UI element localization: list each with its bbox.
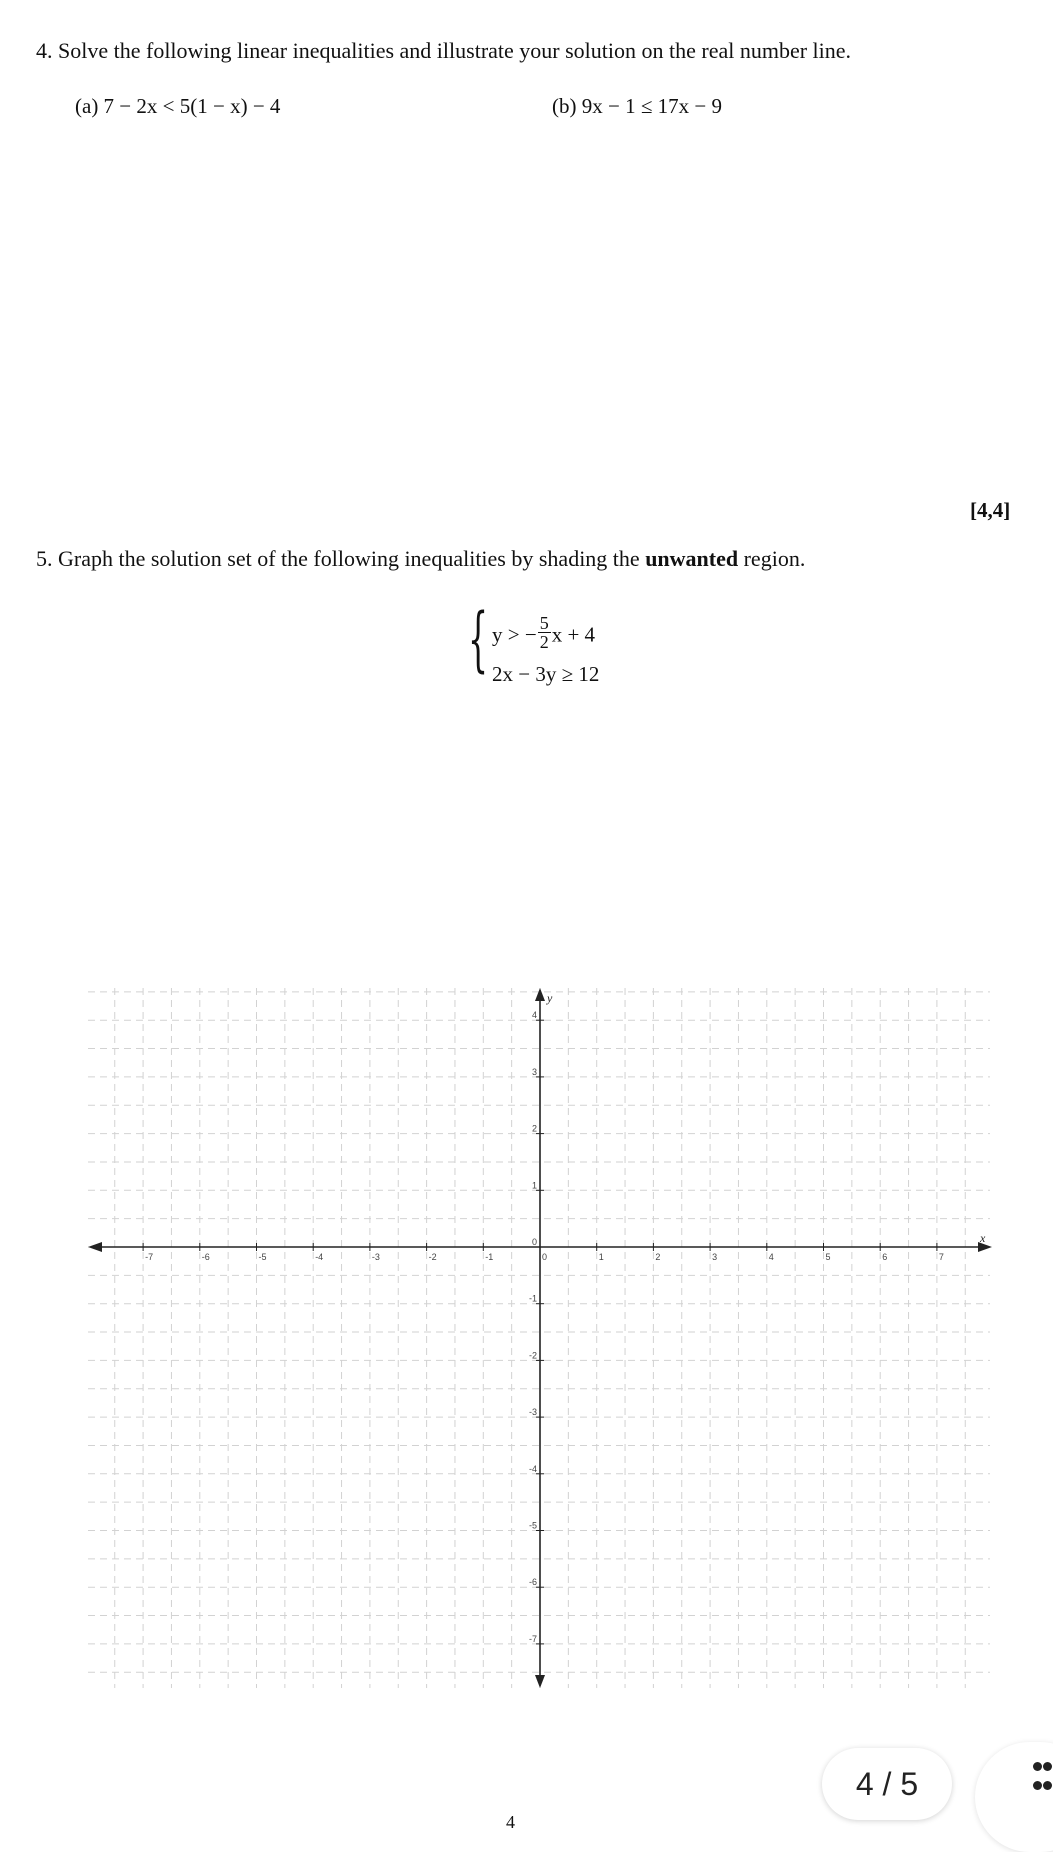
x-tick-label: 3 [712,1252,718,1262]
page-footer-number: 4 [506,1812,515,1832]
x-tick-label: -2 [428,1252,437,1262]
x-tick-label: 6 [882,1252,888,1262]
y-tick-label: -2 [528,1350,537,1361]
y-tick-label: -1 [528,1293,537,1304]
fraction-denominator: 2 [539,632,549,652]
y-tick-label: 1 [531,1180,537,1191]
inequality-1-left: y > − [492,622,537,647]
coordinate-grid [0,970,1053,1740]
question-4b-inequality: (b) 9x − 1 ≤ 17x − 9 [552,94,722,118]
x-tick-label: -4 [315,1252,324,1262]
x-tick-label: 4 [768,1252,774,1262]
y-tick-label: -5 [528,1520,537,1531]
x-tick-label: -3 [371,1252,380,1262]
x-axis-left-arrow-icon [88,1242,102,1252]
system-brace: { [468,598,489,680]
x-tick-label: -6 [201,1252,210,1262]
y-axis-label: y [547,991,553,1005]
x-axis-label: x [980,1231,986,1245]
x-tick-label: 0 [542,1252,548,1262]
inequality-1-fraction [538,614,551,651]
x-tick-label: -1 [485,1252,494,1262]
page-indicator[interactable]: 4 / 5 [822,1748,952,1820]
x-tick-label: -7 [145,1252,154,1262]
fraction-numerator: 5 [539,613,549,633]
y-axis-up-arrow-icon [535,988,545,1001]
y-tick-label: 0 [531,1237,537,1247]
inequality-2: 2x − 3y ≥ 12 [492,662,600,686]
question-4-title: 4. Solve the following linear inequalities and illustrate your solution on the real number line. [36,38,852,63]
y-tick-label: -7 [528,1633,537,1644]
inequality-1 [492,613,596,655]
y-tick-label: -6 [528,1577,537,1588]
y-tick-label: 3 [531,1066,537,1077]
x-tick-label: 7 [938,1252,944,1262]
question-5-title-bold: unwanted [645,546,739,571]
y-tick-label: 2 [531,1123,537,1134]
y-axis-down-arrow-icon [535,1675,545,1688]
x-tick-label: 1 [598,1252,604,1262]
question-4-marks: [4,4] [970,498,1011,522]
question-5-title-end: region. [738,546,806,571]
x-tick-label: -5 [258,1252,267,1262]
y-tick-label: -4 [528,1463,537,1474]
question-4a-inequality: (a) 7 − 2x < 5(1 − x) − 4 [75,94,281,118]
more-dots-icon[interactable] [1033,1762,1053,1800]
y-tick-label: 4 [531,1010,537,1021]
question-5-title-start: 5. Graph the solution set of the following inequalities by shading the [36,546,646,571]
y-tick-label: -3 [528,1407,537,1418]
inequality-1-right: x + 4 [551,622,596,647]
question-5-title [36,546,805,572]
x-tick-label: 2 [655,1252,661,1262]
x-tick-label: 5 [825,1252,831,1262]
